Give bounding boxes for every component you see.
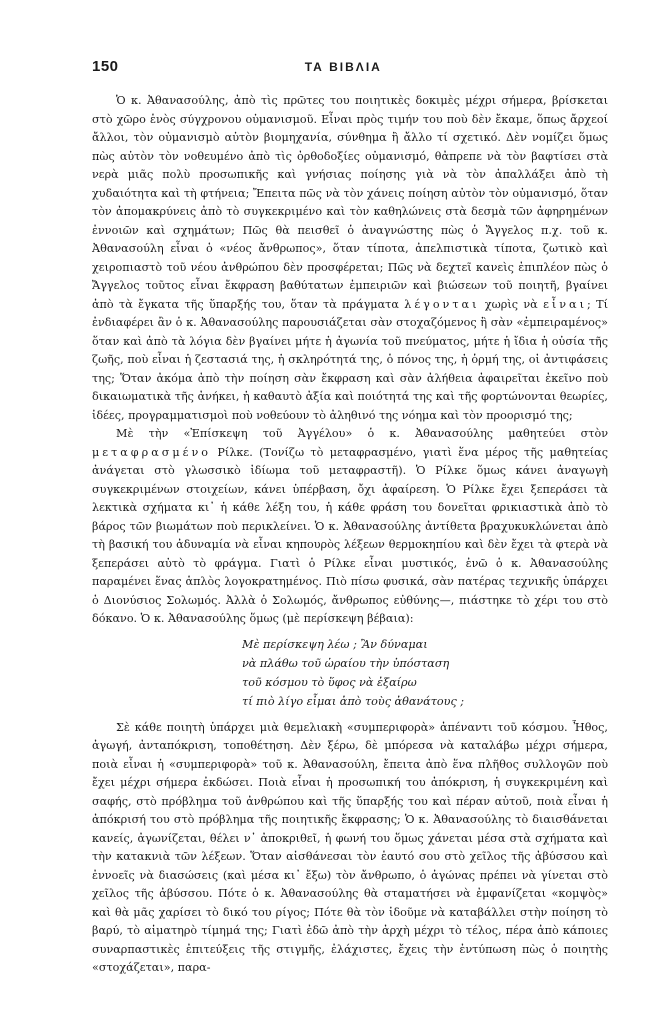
article-body: [92, 92, 608, 978]
paragraph-3: Σὲ κάθε ποιητὴ ὑπάρχει μιὰ θεμελιακὴ «συμπεριφορὰ» ἀπέναντι τοῦ κόσμου. Ἦθος, ἀγωγή, ἀνταπόκριση, τοποθέτηση. Δὲν ξέρω, δὲ μπόρεσα νὰ καταλάβω μέχρι σήμερα, ποιὰ εἶναι ἡ «συμπεριφορὰ» τοῦ κ. Ἀθανασούλη, ἔπειτα ἀπὸ ἕνα πλῆθος συλλογῶν ποὺ ἔχει μέχρι σήμερα ἐκδώσει. Ποιὰ εἶναι ἡ προσωπική του ἀπόκριση, ἡ συγκεκριμένη καὶ σαφής, στὸ πρόβλημα τοῦ ἀνθρώπου καὶ τῆς ὕπαρξής του καὶ πέραν αὐτοῦ, ποιὰ εἶναι ἡ ἀπόκρισή του στὸ πρόβλημα τῆς ποιητικῆς ἔκφρασης; Ὁ κ. Ἀθανασούλης τὸ διαισθάνεται κανείς, ἀγωνίζεται, θέλει ν᾿ ἀποκριθεῖ, ἡ φωνή του ὅμως χάνεται μέσα στὰ σχήματα καὶ τὴν κατακνιὰ τῶν λέξεων. Ὅταν αἰσθάνεσαι τὸν ἑαυτό σου στὸ χεῖλος τῆς ἀβύσσου καὶ ἐννοεῖς νὰ διασώσεις (καὶ μέσα κι᾿ ἔξω) τὸν ἄνθρωπο, ὁ ἀγώνας πρέπει νὰ γίνεται στὸ χεῖλος τῆς ἀβύσσου. Πότε ὁ κ. Ἀθανασούλης θὰ σταματήσει νὰ ἐμφανίζεται «κομψὸς» καὶ θὰ μᾶς χαρίσει τὸ δικό του ρίγος; Πότε θὰ τὸν ἰδοῦμε νὰ καταβάλλει στὴν ποίηση τὸ βαρύ, τὸ αἱματηρὸ τίμημά της; Γιατὶ ἐδῶ ἀπὸ τὴν ἀρχὴ μέχρι τὸ τέλος, πέρα ἀπὸ κάποιες συναρπαστικὲς ἐπιτεύξεις τῆς στιγμῆς, ἐλάχιστες, ἔχεις τὴν ἐντύπωση πὼς ὁ ποιητὴς «στοχάζεται», παρα-: [92, 720, 608, 974]
paragraph-2: [92, 425, 608, 629]
spaced-word-legontai: λέγονται: [404, 297, 480, 311]
spaced-word-einai: εἶναι: [543, 297, 588, 311]
paragraph-2-text-a: Μὲ τὴν «Ἐπίσκεψη τοῦ Ἀγγέλου» ὁ κ. Ἀθανασούλης μαθητεύει στὸν: [116, 427, 608, 440]
page-number: 150: [92, 58, 119, 75]
paragraph-1: [92, 92, 608, 425]
poem-line: τί πιὸ λίγο εἶμαι ἀπὸ τοὺς ἀθανάτους ;: [242, 694, 465, 708]
spaced-word-metafrasmeno: μεταφρασμένο: [92, 445, 212, 459]
paragraph-1-text-a: Ὁ κ. Ἀθανασούλης, ἀπὸ τὶς πρῶτες του ποιητικὲς δοκιμὲς μέχρι σήμερα, βρίσκεται στὸ χῶρο ἑνὸς σύγχρονου οὐμανισμοῦ. Εἶναι πρὸς τιμήν του ποὺ δὲν ἔκαμε, ὅπως ἄρχεοί ἄλλοι, τὸν οὐμανισμὸ αὐτὸν βιομηχανία, σύνθημα ἢ ἄλλο τί σχετικό. Δὲν νομίζει ὅμως πὼς αὐτὸν τὸν νοθευμένο ἀπὸ τὶς ὀρθοδοξίες οὐμανισμό, θἀπρεπε νὰ τὸν βαφτίσει στὰ νερὰ μιᾶς πολὺ προσωπικῆς καὶ γνήσιας ποίησης γιὰ νὰ τὸν ἀπαλλάξει ἀπὸ τὴ χυδαιότητα καὶ τὴ φτήνεια; Ἔπειτα πῶς νὰ τὸν χάνεις ποίηση αὐτὸν τὸν οὐμανισμό, ὅταν τὸν ἀπομακρύνεις ἀπὸ τὸ συγκεκριμένο καὶ τὸν καθηλώνεις στὰ δεσμὰ τῶν ἀφηρημένων ἐννοιῶν καὶ σχημάτων; Πῶς θὰ πεισθεῖ ὁ ἀναγνώστης πὼς ὁ Ἄγγελος π.χ. τοῦ κ. Ἀθανασούλη εἶναι ὁ «νέος ἄνθρωπος», ὅταν τίποτα, ἀπελπιστικὰ τίποτα, ζωτικὸ καὶ χειροπιαστὸ τοῦ νέου ἀνθρώπου δὲν προσφέρεται; Πῶς νὰ δεχτεῖ κανεὶς ἐπιπλέον πὼς ὁ Ἄγγελος τοῦτος εἶναι ἔκφραση βαθύτατων ἐμπειριῶν καὶ βιώσεων τοῦ ποιητῆ, βγαίνει ἀπὸ τὰ ἔγκατα τῆς ὕπαρξής του, ὅταν τὰ πράγματα: [92, 94, 608, 311]
poem-line: Μὲ περίσκεψη λέω ; Ἂν δύναμαι: [242, 637, 428, 651]
paragraph-1-text-b: χωρὶς νὰ: [479, 297, 544, 311]
poem-line: τοῦ κόσμου τὸ ὕφος νὰ ἐξαίρω: [242, 675, 417, 689]
running-head: ΤΑ ΒΙΒΛΙΑ: [304, 60, 382, 74]
poem-line: νὰ πλάθω τοῦ ὡραίου τὴν ὑπόσταση: [242, 656, 450, 670]
paragraph-1-text-c: ; Τί ἐνδιαφέρει ἂν ὁ κ. Ἀθανασούλης παρουσιάζεται σὰν στοχαζόμενος ἢ σὰν «ἐμπειραμένος» ὅταν καὶ ἀπὸ τὰ λόγια δὲν βγαίνει μήτε ἡ ἀγωνία τοῦ πνεύματος, μήτε ἡ ἴδια ἡ οὐσία τῆς ζωῆς, ποὺ εἶναι ἡ ζεστασιά της, ἡ σκληρότητά της, ὁ πόνος της, ἡ ὁρμή της, οἱ ἀντιφάσεις της; Ὅταν ἀκόμα ἀπὸ τὴν ποίηση σὰν ἔκφραση καὶ σὰν ἀλήθεια ἀφαιρεῖται ἐκεῖνο ποὺ δικαιωματικὰ τῆς ἀνήκει, ἡ καθαυτὸ ἀξία καὶ ποιότητά της καὶ τῆς φορτώνονται θεωρίες, ἰδέες, προγραμματισμοὶ ποὺ νοθεύουν τὸ ἀληθινό της νόημα καὶ τὸν προορισμό της;: [92, 297, 608, 422]
paragraph-2-text-b: Ρίλκε. (Τονίζω τὸ μεταφρασμένο, γιατὶ ἕνα μέρος τῆς μαθητείας ἀνάγεται στὸ γλωσσικὸ ἰδίωμα τοῦ μεταφραστῆ). Ὁ Ρίλκε ὅμως κάνει ἀναγωγὴ συγκεκριμένων στοιχείων, κάνει ὑπέρβαση, ὄχι ἀφαίρεση. Ὁ Ρίλκε ἔχει ξεπεράσει τὰ λεκτικὰ σχήματα κι᾿ ἡ κάθε λέξη του, ἡ κάθε φράση του δονεῖται φρικιαστικὰ ἀπὸ τὸ βάρος τῶν βιωμάτων ποὺ περικλείνει. Ὁ κ. Ἀθανασούλης ἀντίθετα βραχυκυκλώνεται ἀπὸ τὴ βασική του ἀδυναμία νὰ εἶναι κηπουρὸς λέξεων θερμοκηπίου καὶ δὲν ἔχει τὰ φτερὰ νὰ ξεπεράσει αὐτὸ τὸ φράγμα. Γιατὶ ὁ Ρίλκε εἶναι μυστικός, ἐνῶ ὁ κ. Ἀθανασούλης παραμένει ἕνας ἁπλὸς λογοκρατημένος. Πιὸ πίσω φυσικά, σὰν πατέρας τεχνικῆς ὑπάρχει ὁ Διονύσιος Σολωμός. Ἀλλὰ ὁ Σολωμός, ἄνθρωπος εὐθύνης—, πιάστηκε τὸ χέρι του στὸ δόκανο. Ὁ κ. Ἀθανασούλης ὅμως (μὲ περίσκεψη βέβαια):: [92, 445, 608, 625]
page-header: [92, 58, 608, 80]
poem-quote: [242, 635, 608, 711]
